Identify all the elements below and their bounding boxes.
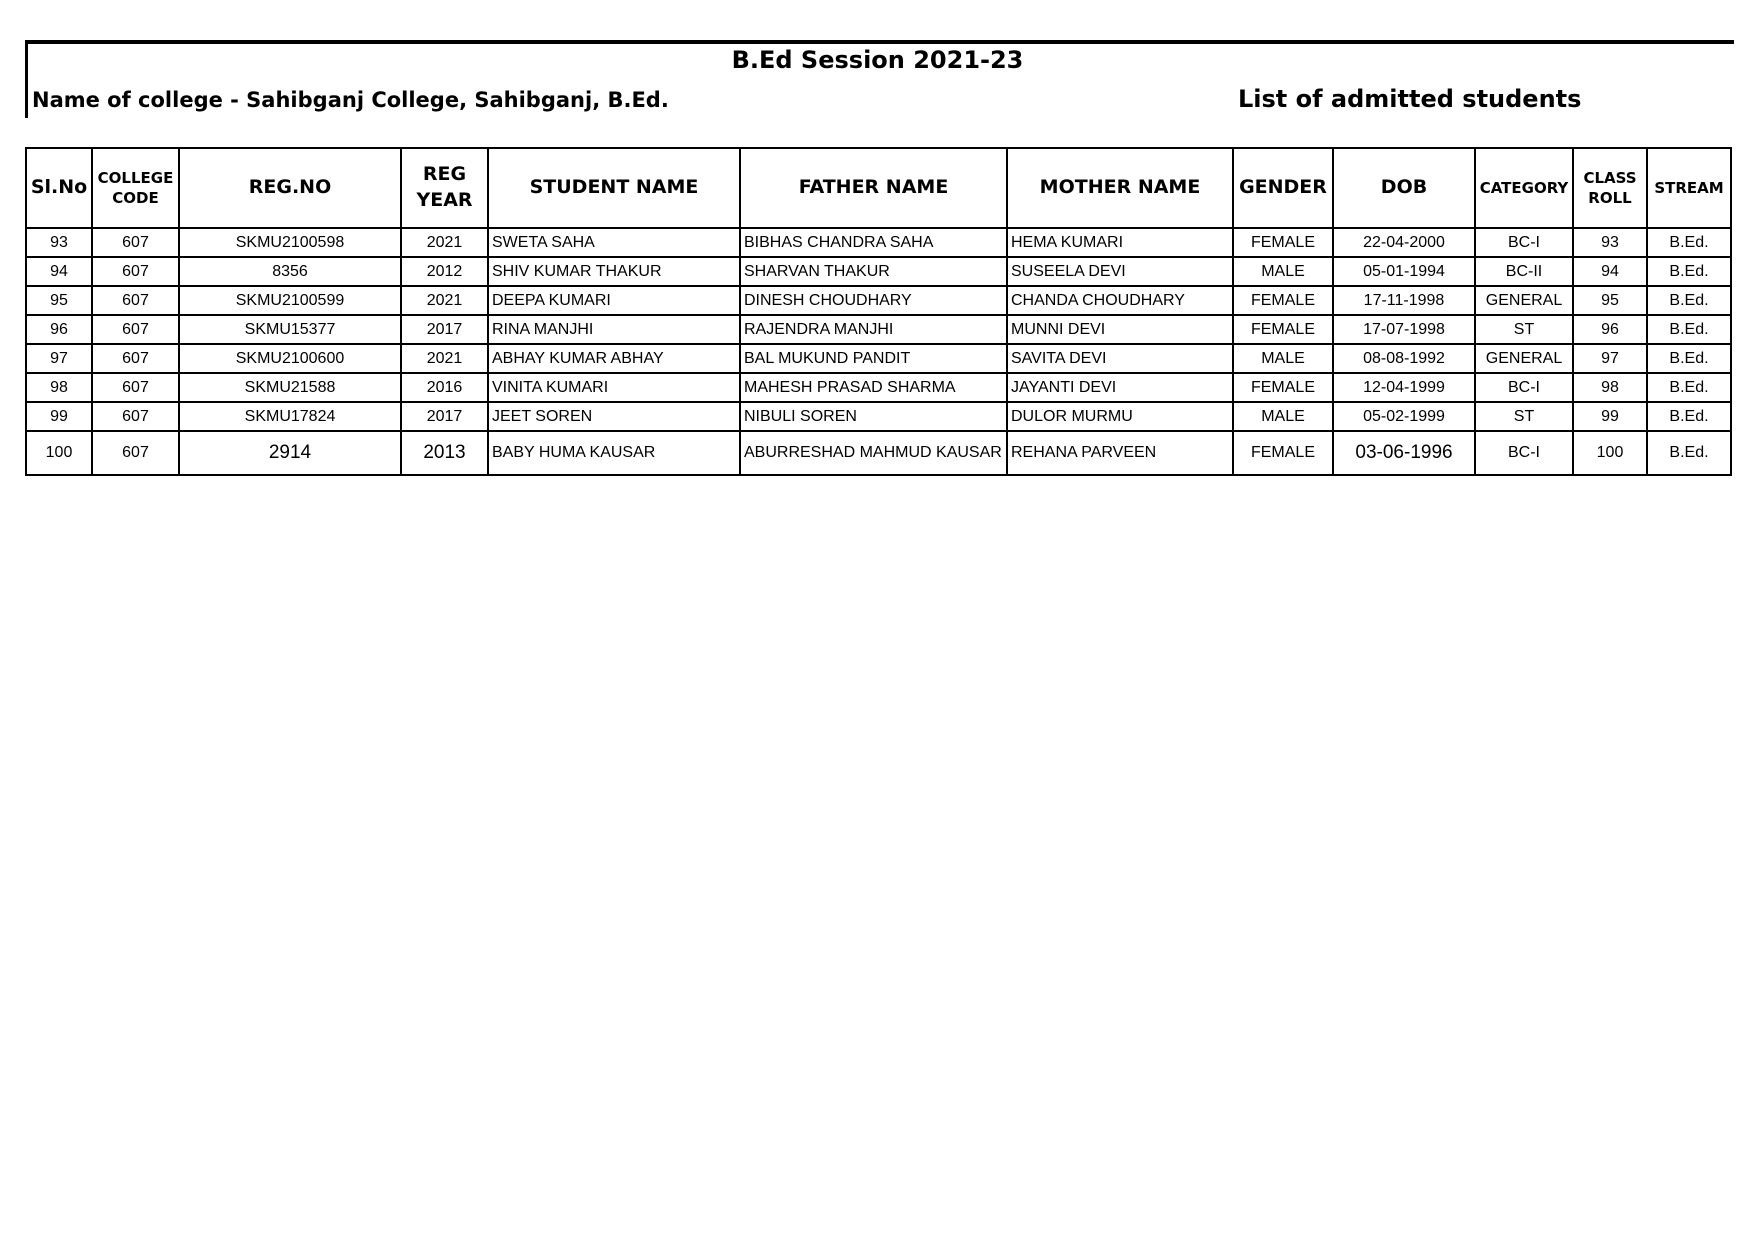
- cell-college-code: 607: [92, 373, 179, 402]
- cell-mother-name: MUNNI DEVI: [1007, 315, 1233, 344]
- cell-gender: FEMALE: [1233, 228, 1333, 257]
- cell-college-code: 607: [92, 257, 179, 286]
- cell-gender: FEMALE: [1233, 373, 1333, 402]
- cell-reg-year: 2021: [401, 344, 488, 373]
- col-father-name: FATHER NAME: [740, 148, 1007, 228]
- cell-gender: MALE: [1233, 344, 1333, 373]
- cell-reg-year: 2013: [401, 431, 488, 475]
- col-sl-no: Sl.No: [26, 148, 92, 228]
- cell-reg-no: SKMU21588: [179, 373, 401, 402]
- table-row: [26, 402, 1731, 431]
- cell-student-name: SWETA SAHA: [488, 228, 740, 257]
- cell-reg-no: SKMU2100600: [179, 344, 401, 373]
- cell-class-roll: 94: [1573, 257, 1647, 286]
- cell-mother-name: HEMA KUMARI: [1007, 228, 1233, 257]
- cell-student-name: BABY HUMA KAUSAR: [488, 431, 740, 475]
- table-row: [26, 286, 1731, 315]
- cell-sl-no: 98: [26, 373, 92, 402]
- cell-dob: 03-06-1996: [1333, 431, 1475, 475]
- cell-class-roll: 96: [1573, 315, 1647, 344]
- col-reg-year: REG YEAR: [401, 148, 488, 228]
- cell-category: BC-II: [1475, 257, 1573, 286]
- cell-gender: FEMALE: [1233, 286, 1333, 315]
- cell-mother-name: CHANDA CHOUDHARY: [1007, 286, 1233, 315]
- cell-sl-no: 94: [26, 257, 92, 286]
- col-class-roll: CLASS ROLL: [1573, 148, 1647, 228]
- cell-category: BC-I: [1475, 431, 1573, 475]
- table-row: [26, 344, 1731, 373]
- cell-stream: B.Ed.: [1647, 228, 1731, 257]
- session-title: B.Ed Session 2021-23: [731, 46, 1024, 74]
- cell-stream: B.Ed.: [1647, 257, 1731, 286]
- table-row: [26, 431, 1731, 475]
- cell-reg-year: 2021: [401, 228, 488, 257]
- cell-college-code: 607: [92, 344, 179, 373]
- cell-mother-name: JAYANTI DEVI: [1007, 373, 1233, 402]
- cell-class-roll: 99: [1573, 402, 1647, 431]
- cell-mother-name: DULOR MURMU: [1007, 402, 1233, 431]
- cell-mother-name: SAVITA DEVI: [1007, 344, 1233, 373]
- cell-class-roll: 95: [1573, 286, 1647, 315]
- col-mother-name: MOTHER NAME: [1007, 148, 1233, 228]
- cell-father-name: MAHESH PRASAD SHARMA: [740, 373, 1007, 402]
- cell-father-name: DINESH CHOUDHARY: [740, 286, 1007, 315]
- table-row: [26, 257, 1731, 286]
- cell-reg-no: 8356: [179, 257, 401, 286]
- cell-reg-no: 2914: [179, 431, 401, 475]
- col-stream: STREAM: [1647, 148, 1731, 228]
- cell-category: ST: [1475, 402, 1573, 431]
- cell-class-roll: 93: [1573, 228, 1647, 257]
- cell-stream: B.Ed.: [1647, 344, 1731, 373]
- cell-gender: MALE: [1233, 402, 1333, 431]
- cell-dob: 12-04-1999: [1333, 373, 1475, 402]
- college-name: Name of college - Sahibganj College, Sahibganj, B.Ed.: [32, 88, 669, 112]
- cell-student-name: VINITA KUMARI: [488, 373, 740, 402]
- cell-class-roll: 98: [1573, 373, 1647, 402]
- cell-gender: FEMALE: [1233, 431, 1333, 475]
- cell-reg-year: 2012: [401, 257, 488, 286]
- cell-student-name: JEET SOREN: [488, 402, 740, 431]
- table-row: [26, 228, 1731, 257]
- cell-mother-name: SUSEELA DEVI: [1007, 257, 1233, 286]
- cell-category: GENERAL: [1475, 344, 1573, 373]
- cell-student-name: DEEPA KUMARI: [488, 286, 740, 315]
- cell-reg-no: SKMU15377: [179, 315, 401, 344]
- admitted-students-table: [25, 147, 1732, 476]
- col-college-code: COLLEGE CODE: [92, 148, 179, 228]
- cell-reg-no: SKMU17824: [179, 402, 401, 431]
- cell-sl-no: 100: [26, 431, 92, 475]
- header-row: [26, 148, 1731, 228]
- col-category: CATEGORY: [1475, 148, 1573, 228]
- cell-sl-no: 93: [26, 228, 92, 257]
- list-title: List of admitted students: [1238, 85, 1582, 113]
- cell-college-code: 607: [92, 402, 179, 431]
- cell-reg-year: 2021: [401, 286, 488, 315]
- col-reg-no: REG.NO: [179, 148, 401, 228]
- cell-class-roll: 100: [1573, 431, 1647, 475]
- col-dob: DOB: [1333, 148, 1475, 228]
- cell-gender: MALE: [1233, 257, 1333, 286]
- header-top-rule: [25, 40, 1734, 44]
- cell-dob: 17-11-1998: [1333, 286, 1475, 315]
- cell-college-code: 607: [92, 315, 179, 344]
- cell-sl-no: 97: [26, 344, 92, 373]
- cell-father-name: SHARVAN THAKUR: [740, 257, 1007, 286]
- cell-reg-year: 2016: [401, 373, 488, 402]
- cell-reg-no: SKMU2100599: [179, 286, 401, 315]
- cell-student-name: SHIV KUMAR THAKUR: [488, 257, 740, 286]
- cell-father-name: BAL MUKUND PANDIT: [740, 344, 1007, 373]
- cell-father-name: BIBHAS CHANDRA SAHA: [740, 228, 1007, 257]
- col-gender: GENDER: [1233, 148, 1333, 228]
- table-row: [26, 373, 1731, 402]
- cell-dob: 22-04-2000: [1333, 228, 1475, 257]
- cell-category: BC-I: [1475, 228, 1573, 257]
- cell-reg-no: SKMU2100598: [179, 228, 401, 257]
- cell-college-code: 607: [92, 431, 179, 475]
- cell-stream: B.Ed.: [1647, 315, 1731, 344]
- cell-dob: 08-08-1992: [1333, 344, 1475, 373]
- cell-category: BC-I: [1475, 373, 1573, 402]
- col-student-name: STUDENT NAME: [488, 148, 740, 228]
- cell-student-name: ABHAY KUMAR ABHAY: [488, 344, 740, 373]
- cell-mother-name: REHANA PARVEEN: [1007, 431, 1233, 475]
- cell-category: GENERAL: [1475, 286, 1573, 315]
- cell-college-code: 607: [92, 228, 179, 257]
- cell-sl-no: 95: [26, 286, 92, 315]
- cell-father-name: ABURRESHAD MAHMUD KAUSAR: [740, 431, 1007, 475]
- cell-sl-no: 99: [26, 402, 92, 431]
- cell-college-code: 607: [92, 286, 179, 315]
- cell-gender: FEMALE: [1233, 315, 1333, 344]
- cell-dob: 17-07-1998: [1333, 315, 1475, 344]
- cell-stream: B.Ed.: [1647, 431, 1731, 475]
- cell-category: ST: [1475, 315, 1573, 344]
- cell-stream: B.Ed.: [1647, 286, 1731, 315]
- cell-stream: B.Ed.: [1647, 402, 1731, 431]
- cell-student-name: RINA MANJHI: [488, 315, 740, 344]
- cell-reg-year: 2017: [401, 315, 488, 344]
- cell-stream: B.Ed.: [1647, 373, 1731, 402]
- table-row: [26, 315, 1731, 344]
- cell-reg-year: 2017: [401, 402, 488, 431]
- cell-sl-no: 96: [26, 315, 92, 344]
- cell-dob: 05-01-1994: [1333, 257, 1475, 286]
- cell-father-name: NIBULI SOREN: [740, 402, 1007, 431]
- cell-father-name: RAJENDRA MANJHI: [740, 315, 1007, 344]
- cell-class-roll: 97: [1573, 344, 1647, 373]
- cell-dob: 05-02-1999: [1333, 402, 1475, 431]
